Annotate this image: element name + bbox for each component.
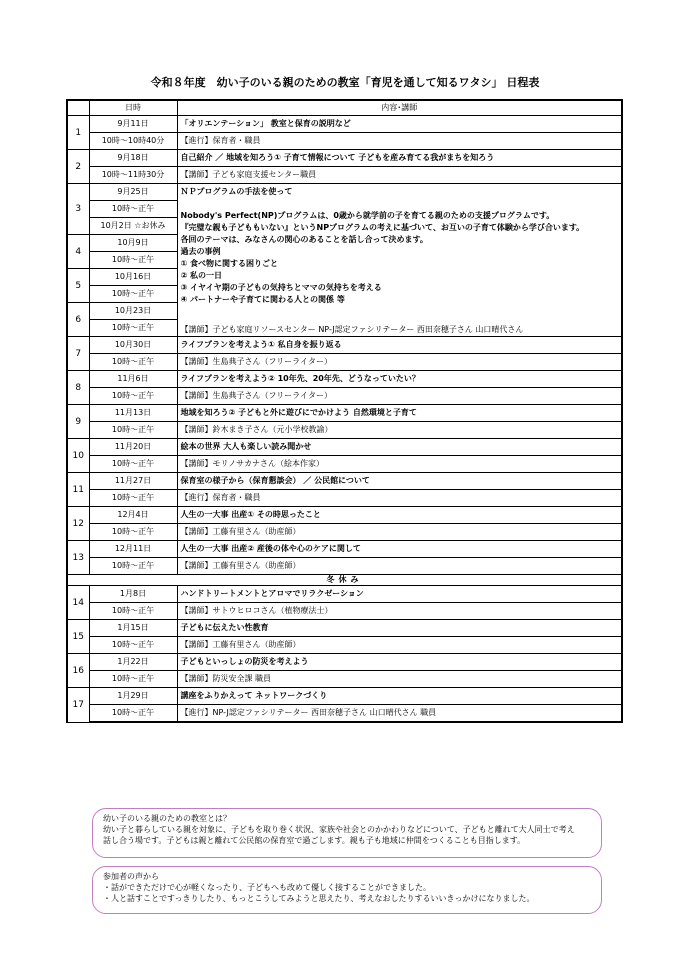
row-number: 16: [67, 654, 89, 688]
row-number: 10: [67, 439, 89, 473]
table-row-sub: [67, 705, 622, 723]
row-instructor: 【講師】防災安全課 職員: [177, 671, 622, 688]
table-row-sub: [67, 422, 622, 439]
table-row: [67, 688, 622, 705]
np-instructor: 【講師】子ども家庭リソースセンター NP-J認定ファシリテーター 西田奈穂子さん 山口晴代さん: [180, 325, 524, 334]
header-date: 日時: [89, 100, 177, 116]
row-number: 5: [67, 269, 89, 303]
schedule-table: [66, 99, 623, 723]
row-date: 10月30日: [89, 337, 177, 354]
row-number: 7: [67, 337, 89, 371]
table-row-sub: [67, 133, 622, 150]
table-row: [67, 473, 622, 490]
row-number: 12: [67, 507, 89, 541]
row-number: 11: [67, 473, 89, 507]
row-date: 9月25日: [89, 184, 177, 201]
row-time: 10時～正午: [89, 252, 177, 269]
row-instructor: 【講師】モリノサカナさん（絵本作家）: [177, 456, 622, 473]
row-instructor: 【講師】生島典子さん（フリーライター）: [177, 354, 622, 371]
row-date: 1月22日: [89, 654, 177, 671]
row-topic: 「オリエンテーション」 教室と保育の説明など: [177, 116, 622, 133]
table-row: [67, 150, 622, 167]
row-time: 10時～正午: [89, 524, 177, 541]
table-row-sub: [67, 524, 622, 541]
row-topic: 子どもといっしょの防災を考えよう: [177, 654, 622, 671]
row-instructor: 【講師】子ども家庭支援センター職員: [177, 167, 622, 184]
row-topic: ハンドトリートメントとアロマでリラクゼーション: [177, 586, 622, 603]
winter-break-row: [67, 575, 622, 586]
row-time: 10時～11時30分: [89, 167, 177, 184]
row-number: 6: [67, 303, 89, 337]
row-instructor: 【講師】工藤有里さん（助産師）: [177, 558, 622, 575]
row-number: 17: [67, 688, 89, 723]
row-time: 10時～正午: [89, 320, 177, 337]
table-row-sub: [67, 354, 622, 371]
row-time: 10時～正午: [89, 388, 177, 405]
row-instructor: 【講師】鈴木まき子さん（元小学校教諭）: [177, 422, 622, 439]
winter-break-label: 冬休み: [67, 575, 622, 586]
table-row-sub: [67, 603, 622, 620]
row-instructor: 【講師】サトウヒロコさん（植物療法士）: [177, 603, 622, 620]
row-time: 10時～正午: [89, 637, 177, 654]
np-line: ③ イヤイヤ期の子どもの気持ちとママの気持ちを考える: [180, 283, 382, 292]
row-topic: ライフプランを考えよう② 10年先、20年先、どうなっていたい？: [177, 371, 622, 388]
row-date: 9月18日: [89, 150, 177, 167]
table-row: [67, 654, 622, 671]
table-row-sub: [67, 637, 622, 654]
row-time: 10時～10時40分: [89, 133, 177, 150]
np-line: Nobody's Perfect(NP)プログラムは、0歳から就学前の子を育てる親のための支援プログラムです。: [180, 211, 555, 220]
row-instructor: 【講師】生島典子さん（フリーライター）: [177, 388, 622, 405]
row-number: 3: [67, 184, 89, 235]
row-time-extra: 10月2日 ☆お休み: [89, 218, 177, 235]
row-topic: ライフプランを考えよう① 私自身を振り返る: [177, 337, 622, 354]
row-date: 11月20日: [89, 439, 177, 456]
table-row: [67, 337, 622, 354]
table-row-sub: [67, 490, 622, 507]
row-date: 1月8日: [89, 586, 177, 603]
table-row: [67, 620, 622, 637]
row-instructor: 【進行】保育者・職員: [177, 490, 622, 507]
table-row: [67, 586, 622, 603]
row-date: 1月29日: [89, 688, 177, 705]
table-row: [67, 371, 622, 388]
row-number: 1: [67, 116, 89, 150]
row-time: 10時～正午: [89, 354, 177, 371]
row-topic: 自己紹介 ／ 地域を知ろう① 子育て情報について 子どもを産み育てる我がまちを知ろう: [177, 150, 622, 167]
np-line: ① 食べ物に関する困りごと: [180, 259, 279, 268]
header-num: [67, 100, 89, 116]
table-row: [67, 507, 622, 524]
table-row-sub: [67, 167, 622, 184]
row-number: 8: [67, 371, 89, 405]
table-row: [67, 184, 622, 201]
row-topic: 保育室の様子から（保育懇談会） ／ 公民館について: [177, 473, 622, 490]
about-body-2: 話し合う場です。子どもは親と離れて公民館の保育室で過ごします。親も子も地域に仲間をつくることも目指します。: [103, 836, 526, 845]
row-number: 9: [67, 405, 89, 439]
row-topic: 人生の一大事 出産① その時思ったこと: [177, 507, 622, 524]
row-time: 10時～正午: [89, 286, 177, 303]
row-date: 11月6日: [89, 371, 177, 388]
np-line: ② 私の一日: [180, 271, 223, 280]
voices-title: 参加者の声から: [103, 872, 159, 881]
np-heading: ＮＰプログラムの手法を使って: [180, 187, 293, 196]
row-topic: 人生の一大事 出産② 産後の体や心のケアに関して: [177, 541, 622, 558]
voices-line-2: ・人と話すことですっきりしたり、もっとこうしてみようと思えたり、考えなおしたりするいいきっかけになりました。: [103, 894, 535, 903]
table-row: [67, 116, 622, 133]
row-date: 11月27日: [89, 473, 177, 490]
table-row: [67, 541, 622, 558]
row-topic: 絵本の世界 大人も楽しい読み聞かせ: [177, 439, 622, 456]
row-date: 10月23日: [89, 303, 177, 320]
table-row-sub: [67, 456, 622, 473]
row-number: 2: [67, 150, 89, 184]
page-title: 令和８年度 幼い子のいる親のための教室「育児を通して知るワタシ」 日程表: [150, 76, 540, 89]
row-time: 10時～正午: [89, 201, 177, 218]
row-instructor: 【進行】NP-J認定ファシリテーター 西田奈穂子さん 山口晴代さん 職員: [177, 705, 622, 723]
row-date: 10月9日: [89, 235, 177, 252]
row-time: 10時～正午: [89, 603, 177, 620]
row-date: 9月11日: [89, 116, 177, 133]
row-instructor: 【進行】保育者・職員: [177, 133, 622, 150]
row-time: 10時～正午: [89, 490, 177, 507]
np-program-block: [177, 184, 622, 337]
voices-box: [92, 866, 602, 914]
row-number: 15: [67, 620, 89, 654]
row-time: 10時～正午: [89, 671, 177, 688]
np-line: 過去の事例: [180, 247, 221, 256]
row-instructor: 【講師】工藤有里さん（助産師）: [177, 524, 622, 541]
row-number: 13: [67, 541, 89, 575]
voices-line-1: ・話ができただけで心が軽くなったり、子どもへも改めて優しく接することができました。: [103, 883, 431, 892]
row-number: 14: [67, 586, 89, 620]
row-topic: 子どもに伝えたい性教育: [177, 620, 622, 637]
row-date: 12月4日: [89, 507, 177, 524]
row-time: 10時～正午: [89, 705, 177, 723]
row-instructor: 【講師】工藤有里さん（助産師）: [177, 637, 622, 654]
row-number: 4: [67, 235, 89, 269]
table-row-sub: [67, 558, 622, 575]
np-line: 各回のテーマは、みなさんの関心のあることを話し合って決めます。: [180, 235, 428, 244]
row-date: 1月15日: [89, 620, 177, 637]
table-row: [67, 439, 622, 456]
about-title: 幼い子のいる親のための教室とは？: [103, 814, 231, 823]
np-line: 『完璧な親も子どももいない』というNPプログラムの考えに基づいて、お互いの子育て体験から学び合います。: [180, 223, 585, 232]
np-line: ④ パートナーや子育てに関わる人との関係 等: [180, 295, 345, 304]
row-date: 10月16日: [89, 269, 177, 286]
table-row-sub: [67, 388, 622, 405]
table-header: [67, 100, 622, 116]
row-topic: 地域を知ろう② 子どもと外に遊びにでかけよう 自然環境と子育て: [177, 405, 622, 422]
row-time: 10時～正午: [89, 558, 177, 575]
about-body-1: 幼い子と暮らしている親を対象に、子どもを取り巻く状況、家族や社会とのかかわりなどについて、子どもと離れて大人同士で考え: [103, 825, 575, 834]
table-row: [67, 405, 622, 422]
header-content: 内容･講師: [177, 100, 622, 116]
row-time: 10時～正午: [89, 422, 177, 439]
row-topic: 講座をふりかえって ネットワークづくり: [177, 688, 622, 705]
row-date: 12月11日: [89, 541, 177, 558]
row-date: 11月13日: [89, 405, 177, 422]
about-box: [92, 808, 602, 858]
table-row-sub: [67, 671, 622, 688]
row-time: 10時～正午: [89, 456, 177, 473]
